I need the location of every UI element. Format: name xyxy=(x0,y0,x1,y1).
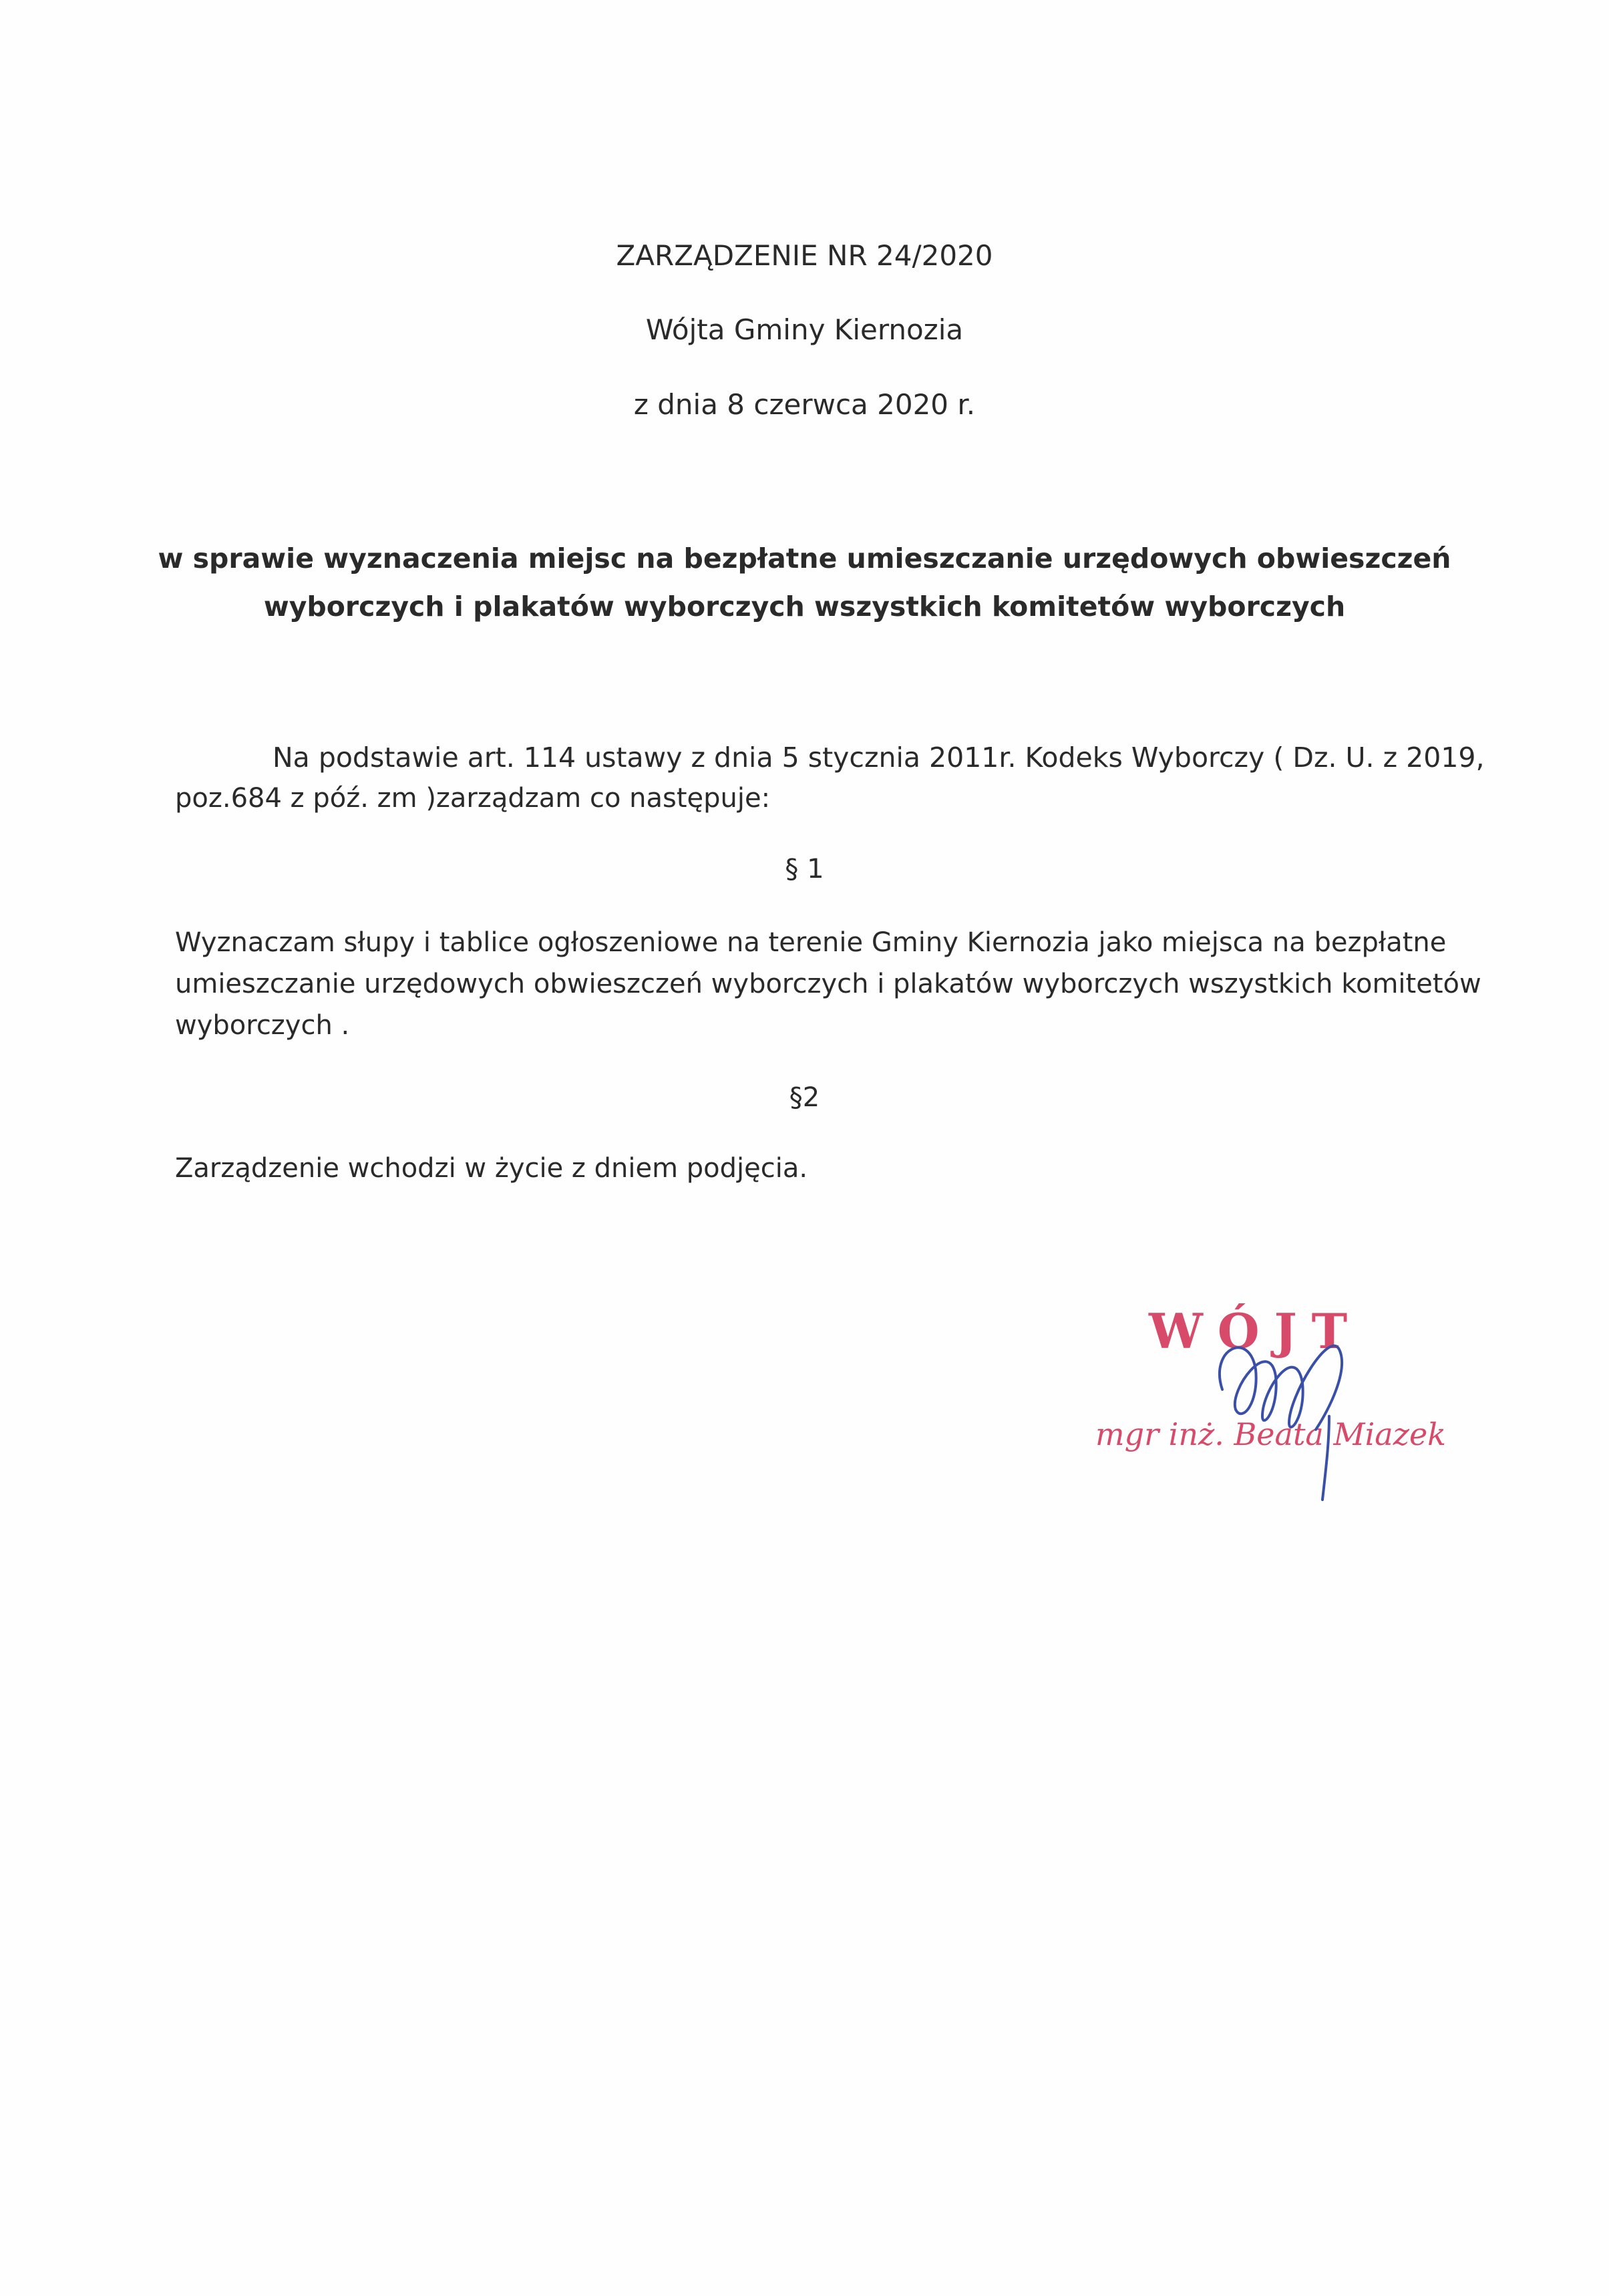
section-2-heading: §2 xyxy=(789,1082,820,1113)
order-date: z dnia 8 czerwca 2020 r. xyxy=(633,388,976,421)
section-1-heading: § 1 xyxy=(785,854,824,884)
stamp-title: WÓJT xyxy=(1149,1303,1363,1359)
stamp-name: mgr inż. Beata Miazek xyxy=(1095,1416,1447,1452)
section-1-line-3: wyborczych . xyxy=(175,1010,350,1041)
section-1-line-2: umieszczanie urzędowych obwieszczeń wyborczych i plakatów wyborczych wszystkich komitetów xyxy=(175,969,1481,999)
section-2-line-1: Zarządzenie wchodzi w życie z dniem podjęcia. xyxy=(175,1153,808,1184)
order-number: ZARZĄDZENIE NR 24/2020 xyxy=(616,239,993,272)
subject-line-1: w sprawie wyznaczenia miejsc na bezpłatne umieszczanie urzędowych obwieszczeń xyxy=(158,542,1451,575)
signature-scribble xyxy=(1196,1309,1369,1510)
order-issuer: Wójta Gminy Kiernozia xyxy=(645,313,964,346)
subject-line-2: wyborczych i plakatów wyborczych wszystkich komitetów wyborczych xyxy=(263,591,1346,623)
legal-basis-line-2: poz.684 z póź. zm )zarządzam co następuje: xyxy=(175,783,771,814)
section-1-line-1: Wyznaczam słupy i tablice ogłoszeniowe na terenie Gminy Kiernozia jako miejsca na bezpłatne xyxy=(175,927,1447,958)
legal-basis-line-1: Na podstawie art. 114 ustawy z dnia 5 stycznia 2011r. Kodeks Wyborczy ( Dz. U. z 2019, xyxy=(273,742,1485,774)
